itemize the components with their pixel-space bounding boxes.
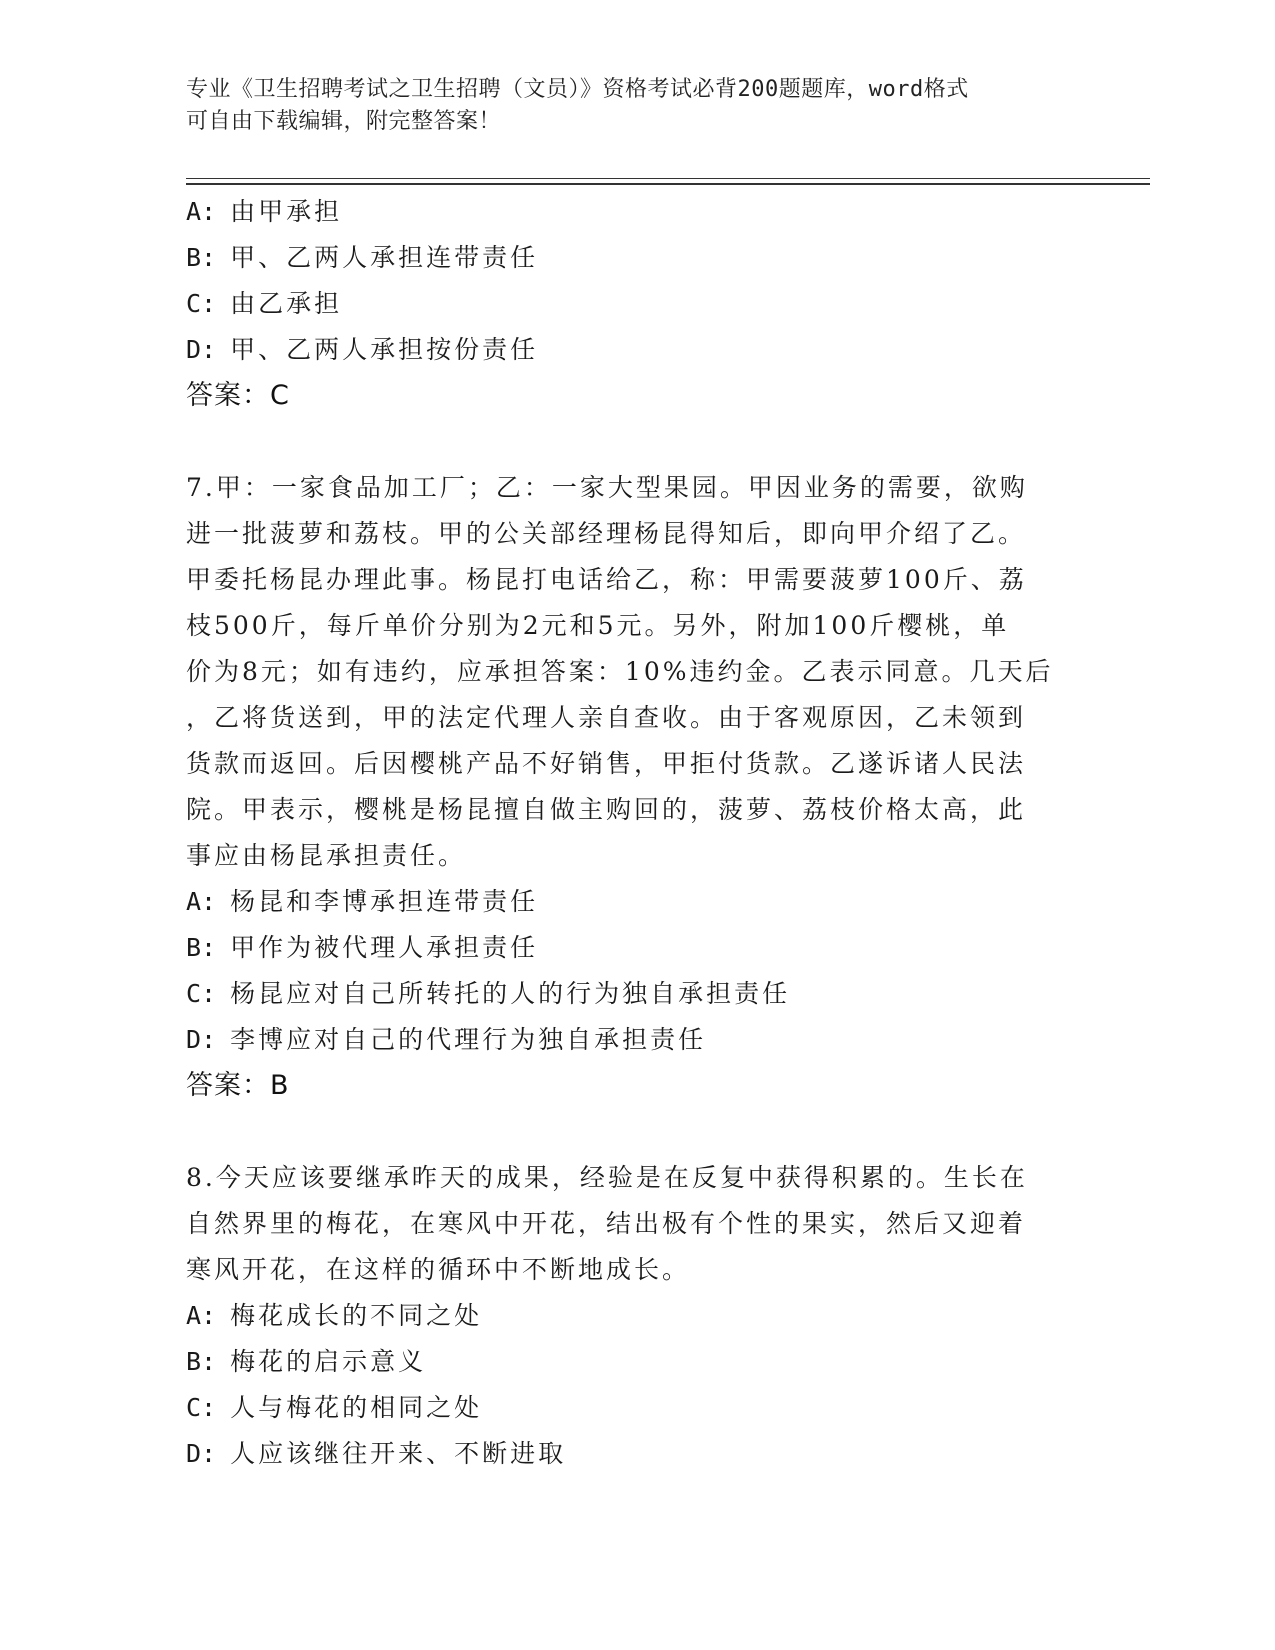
question-text-line: 事应由杨昆承担责任。 (186, 841, 467, 870)
question-text-line: 进一批菠萝和荔枝。甲的公关部经理杨昆得知后，即向甲介绍了乙。 (186, 519, 1027, 548)
header-rule-thin (186, 178, 1150, 179)
option-d: D: 李博应对自己的代理行为独自承担责任 (186, 1025, 707, 1054)
question-6-options (186, 189, 1086, 419)
option-b: B: 梅花的启示意义 (186, 1347, 427, 1376)
question-text-line: 货款而返回。后因樱桃产品不好销售，甲拒付货款。乙遂诉诸人民法 (186, 749, 1027, 778)
answer-label: 答案：B (186, 1070, 290, 1101)
question-text-line: ，乙将货送到，甲的法定代理人亲自查收。由于客观原因，乙未领到 (186, 703, 1027, 732)
document-header (186, 74, 1066, 138)
option-a: A: 由甲承担 (186, 197, 343, 226)
option-a: A: 梅花成长的不同之处 (186, 1301, 483, 1330)
option-b: B: 甲作为被代理人承担责任 (186, 933, 539, 962)
question-text-line: 价为8元；如有违约，应承担答案：10%违约金。乙表示同意。几天后 (186, 657, 1054, 686)
option-d: D: 甲、乙两人承担按份责任 (186, 335, 539, 364)
spacer (186, 1109, 1086, 1155)
spacer (186, 419, 1086, 465)
option-c: C: 由乙承担 (186, 289, 343, 318)
option-d: D: 人应该继往开来、不断进取 (186, 1439, 567, 1468)
question-text-line: 甲委托杨昆办理此事。杨昆打电话给乙，称：甲需要菠萝100斤、荔 (186, 565, 1027, 594)
question-text-line: 8.今天应该要继承昨天的成果，经验是在反复中获得积累的。生长在 (186, 1163, 1028, 1192)
question-text-line: 寒风开花，在这样的循环中不断地成长。 (186, 1255, 691, 1284)
option-a: A: 杨昆和李博承担连带责任 (186, 887, 539, 916)
option-b: B: 甲、乙两人承担连带责任 (186, 243, 539, 272)
question-7 (186, 465, 1086, 1109)
header-rule-thick (186, 183, 1150, 185)
question-text-line: 枝500斤，每斤单价分别为2元和5元。另外，附加100斤樱桃，单 (186, 611, 1010, 640)
question-text-line: 院。甲表示，樱桃是杨昆擅自做主购回的，菠萝、荔枝价格太高，此 (186, 795, 1027, 824)
question-text-line: 自然界里的梅花，在寒风中开花，结出极有个性的果实，然后又迎着 (186, 1209, 1027, 1238)
question-content (186, 189, 1086, 1477)
option-c: C: 杨昆应对自己所转托的人的行为独自承担责任 (186, 979, 791, 1008)
header-line-1: 专业《卫生招聘考试之卫生招聘（文员）》资格考试必背200题题库，word格式 (186, 77, 969, 102)
option-c: C: 人与梅花的相同之处 (186, 1393, 483, 1422)
question-8 (186, 1155, 1086, 1477)
answer-label: 答案：C (186, 380, 290, 411)
header-line-2: 可自由下载编辑，附完整答案！ (186, 109, 502, 134)
question-text-line: 7.甲：一家食品加工厂；乙：一家大型果园。甲因业务的需要，欲购 (186, 473, 1028, 502)
